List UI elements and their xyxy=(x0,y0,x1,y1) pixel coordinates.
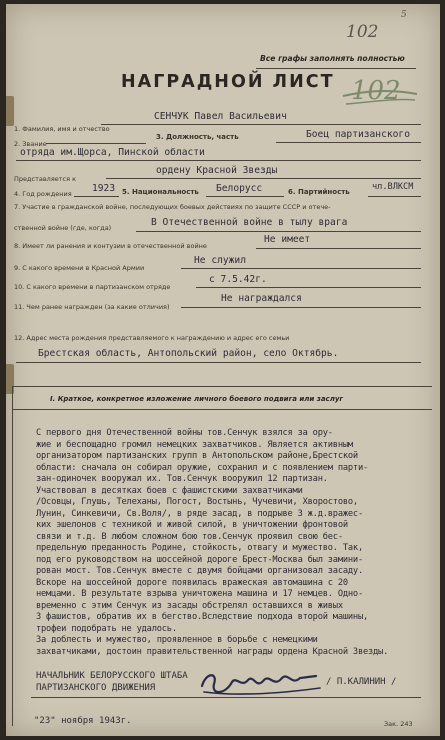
field-label-nationality: 5. Национальность xyxy=(122,188,199,196)
archive-page-number: 102 xyxy=(346,22,379,42)
document-title: НАГРАДНОЙ ЛИСТ xyxy=(121,72,335,92)
citation-line: Лунин, Синкевичи, Св.Воля/, в ряде засад, в подрыве 3 ж.д.вражес- xyxy=(36,508,363,519)
field-label-previous-awards: 11. Чем ранее награжден (за какие отличия) xyxy=(14,303,170,311)
field-label-rank: 2. Звание xyxy=(14,140,47,148)
citation-line: предельную преданность Родине, стойкость, отвагу и мужество. Так, xyxy=(36,543,363,553)
signatory-name: / П.КАЛИНИН / xyxy=(326,677,397,687)
citation-line: трофеи подобрать не удалось. xyxy=(36,623,177,634)
field-value-party: чл.ВЛКСМ xyxy=(372,182,414,192)
field-label-presented: Представляется к xyxy=(14,175,77,183)
field-value-nationality: Белорусс xyxy=(216,183,263,194)
citation-line: области: сначала он собирал оружие, сохранил и с появлением парти- xyxy=(36,462,369,473)
citation-line: Участвовал в десятках боев с фашистскими захватчиками xyxy=(36,485,303,496)
citation-line: С первого дня Отечественной войны тов.Сенчук взялся за ору- xyxy=(36,428,333,438)
field-label-birth-year: 4. Год рождения xyxy=(14,190,72,198)
citation-line: ких эшелонов с техникой и живой силой, в уничтожении фронтовой xyxy=(36,520,348,530)
citation-line: немцами. В результате взрыва уничтожена машина и 17 немцев. Одно- xyxy=(36,589,363,599)
signature-date: "23" ноября 1943г. xyxy=(34,716,132,726)
field-value-partisan: с 7.5.42г. xyxy=(209,274,267,285)
citation-line: организатором партизанских групп в Антопольском районе,Брестской xyxy=(36,451,358,461)
order-number: Зак. 243 xyxy=(384,720,413,728)
field-label-civil-war-2: ственной войне (где, когда) xyxy=(14,224,112,232)
binder-clip xyxy=(6,96,14,126)
fill-all-fields-notice: Все графы заполнять полностью xyxy=(260,54,405,63)
field-value-address: Брестская область, Антопольский район, село Октябрь. xyxy=(38,348,339,359)
handwritten-signature xyxy=(196,666,326,704)
signatory-title-line1: НАЧАЛЬНИК БЕЛОРУССКОГО ШТАБА xyxy=(36,671,188,681)
field-value-position-1: Боец партизанского xyxy=(306,129,410,140)
citation-line: За доблесть и мужество, проявленное в борьбе с немецкими xyxy=(36,635,318,645)
field-label-position: 3. Должность, часть xyxy=(156,133,239,141)
citation-line: жие и беспощадно громил немецких захватчиков. Является активным xyxy=(36,439,353,450)
citation-line: Вскоре на шоссейной дороге появилась вражеская автомашина с 20 xyxy=(36,577,348,588)
field-label-red-army: 9. С какого времени в Красной Армии xyxy=(14,264,145,272)
citation-line: зан-одиночек вооружал их. Тов.Сенчук вооружил 12 партизан. xyxy=(36,474,328,484)
citation-line: под его руководством на шоссейной дороге Брест-Москва был замини- xyxy=(36,554,363,565)
section-heading-feat: I. Краткое, конкретное изложение личного боевого подвига или заслуг xyxy=(50,395,344,403)
citation-line: захватчиками, достоин правительственной награды ордена Красной Звезды. xyxy=(36,646,389,657)
field-value-wounds: Не имеет xyxy=(264,234,311,245)
archive-sheet-number: 5 xyxy=(401,10,407,20)
field-label-name: 1. Фамилия, имя и отчество xyxy=(14,125,110,133)
field-value-birth-year: 1923 xyxy=(92,183,116,194)
field-value-name: СЕНЧУК Павел Васильевич xyxy=(154,111,287,122)
citation-line: 3 фашистов, обратив их в бегство.Вследствие подхода второй машины, xyxy=(36,612,369,622)
signatory-title-line2: ПАРТИЗАНСКОГО ДВИЖЕНИЯ xyxy=(36,683,156,693)
field-label-wounds: 8. Имеет ли ранения и контузии в отечественной войне xyxy=(14,242,207,250)
citation-line: связи и т.д. В любом сложном бою тов.Сенчук проявил свою бес- xyxy=(36,531,343,542)
field-label-address: 12. Адрес места рождения представляемого к награждению и адрес его семьи xyxy=(14,334,290,342)
field-value-previous-awards: Не награждался xyxy=(221,293,302,304)
field-value-civil-war: В Отечественной войне в тылу врага xyxy=(151,217,348,228)
field-label-party: 6. Партийность xyxy=(288,188,350,196)
field-value-red-army: Не служил xyxy=(194,255,246,266)
field-value-presented: ордену Красной Звезды xyxy=(156,165,278,176)
citation-line: /Осовцы, Глушь, Телеханы, Погост, Востынь, Чучевичи, Хворостово, xyxy=(36,497,358,507)
field-label-civil-war-1: 7. Участие в гражданской войне, последующих боевых действиях по защите СССР и отече- xyxy=(14,203,331,211)
award-sheet xyxy=(6,4,440,736)
field-value-position-2: отряда им.Щорса, Пинской области xyxy=(20,147,205,158)
citation-line: временно с этим Сенчук из засады обстрелял оставшихся в живых xyxy=(36,600,343,611)
field-label-partisan: 10. С какого времени в партизанском отряде xyxy=(14,283,171,291)
pencil-scribble xyxy=(341,84,421,114)
pencil-number-stamp: 102 xyxy=(351,76,401,106)
citation-line: рован мост. Тов.Сенчук вместе с двумя бойцами организовал засаду. xyxy=(36,566,363,576)
